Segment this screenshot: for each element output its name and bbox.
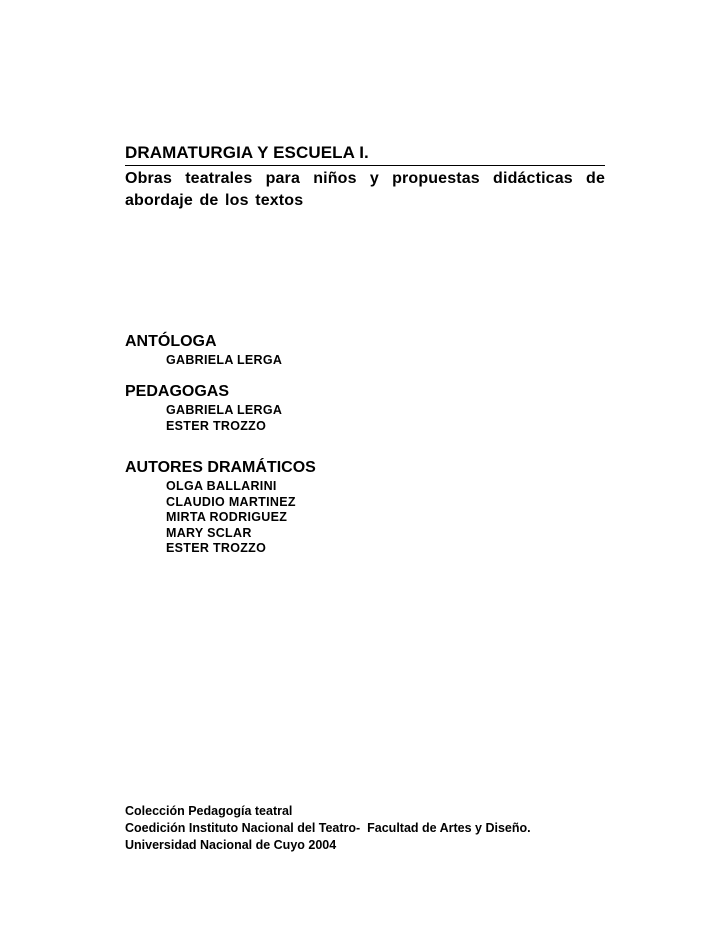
list-item: ESTER TROZZO bbox=[166, 418, 267, 433]
document-title: DRAMATURGIA Y ESCUELA I. bbox=[125, 143, 605, 166]
list-item: GABRIELA LERGA bbox=[166, 403, 283, 417]
collection-line: Colección Pedagogía teatral bbox=[125, 804, 293, 818]
list-item: OLGA BALLARINI bbox=[166, 479, 277, 493]
list-item: ESTER TROZZO bbox=[166, 541, 267, 555]
section-pedagogas bbox=[125, 383, 605, 434]
list-item: CLAUDIO MARTINEZ bbox=[166, 494, 296, 509]
list-item: MIRTA RODRIGUEZ bbox=[166, 510, 288, 524]
pedagogas-name-list bbox=[125, 403, 605, 434]
section-heading-autores: AUTORES DRAMÁTICOS bbox=[125, 459, 316, 476]
antologa-name-list bbox=[125, 353, 605, 369]
list-item: GABRIELA LERGA bbox=[166, 353, 283, 367]
section-antologa bbox=[125, 333, 605, 369]
list-item: MARY SCLAR bbox=[166, 525, 252, 540]
publication-footer bbox=[125, 803, 625, 854]
section-autores-dramaticos bbox=[125, 459, 605, 557]
university-line: Universidad Nacional de Cuyo 2004 bbox=[125, 838, 337, 852]
document-subtitle: Obras teatrales para niños y propuestas didácticas de abordaje de los textos bbox=[125, 170, 605, 209]
autores-name-list bbox=[125, 479, 605, 557]
title-block bbox=[125, 143, 605, 212]
section-heading-pedagogas: PEDAGOGAS bbox=[125, 383, 230, 400]
coedition-line: Coedición Instituto Nacional del Teatro- Facultad de Artes y Diseño. bbox=[125, 821, 531, 835]
section-heading-antologa: ANTÓLOGA bbox=[125, 333, 217, 350]
